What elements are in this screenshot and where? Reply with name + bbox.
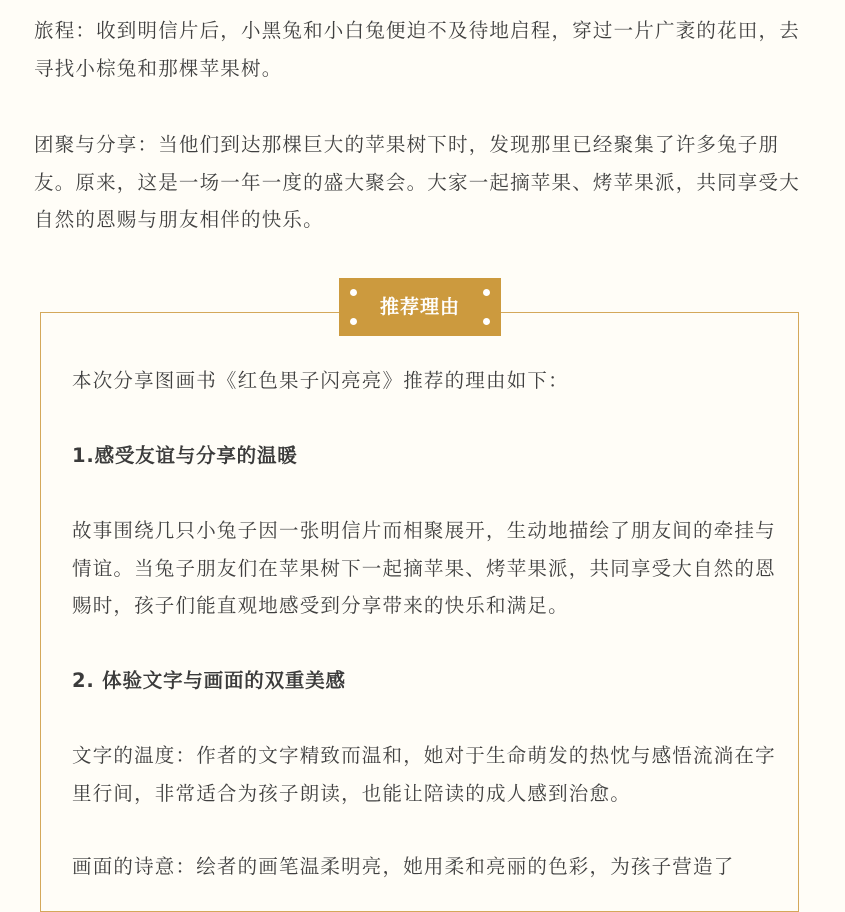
point1-heading: 1.感受友谊与分享的温暖 — [72, 444, 298, 467]
point2-body-text: 文字的温度：作者的文字精致而温和，她对于生命萌发的热忱与感悟流淌在字里行间，非常适合为孩子朗读，也能让陪读的成人感到治愈。 — [72, 744, 776, 805]
point2-heading: 2. 体验文字与画面的双重美感 — [72, 669, 346, 692]
recommend-title-tab — [339, 278, 501, 336]
point2-body-image: 画面的诗意：绘者的画笔温柔明亮，她用柔和亮丽的色彩，为孩子营造了 — [72, 855, 735, 878]
recommend-intro: 本次分享图画书《红色果子闪亮亮》推荐的理由如下： — [72, 369, 569, 392]
recommend-title: 推荐理由 — [379, 296, 460, 318]
point1-body: 故事围绕几只小兔子因一张明信片而相聚展开，生动地描绘了朋友间的牵挂与情谊。当兔子朋友们在苹果树下一起摘苹果、烤苹果派，共同享受大自然的恩赐时，孩子们能直观地感受到分享带来的快乐和满足。 — [72, 519, 776, 617]
paragraph-reunion: 团聚与分享：当他们到达那棵巨大的苹果树下时，发现那里已经聚集了许多兔子朋友。原来，这是一场一年一度的盛大聚会。大家一起摘苹果、烤苹果派，共同享受大自然的恩赐与朋友相伴的快乐。 — [34, 133, 800, 231]
paragraph-journey: 旅程：收到明信片后，小黑兔和小白兔便迫不及待地启程，穿过一片广袤的花田，去寻找小棕兔和那棵苹果树。 — [34, 19, 800, 80]
